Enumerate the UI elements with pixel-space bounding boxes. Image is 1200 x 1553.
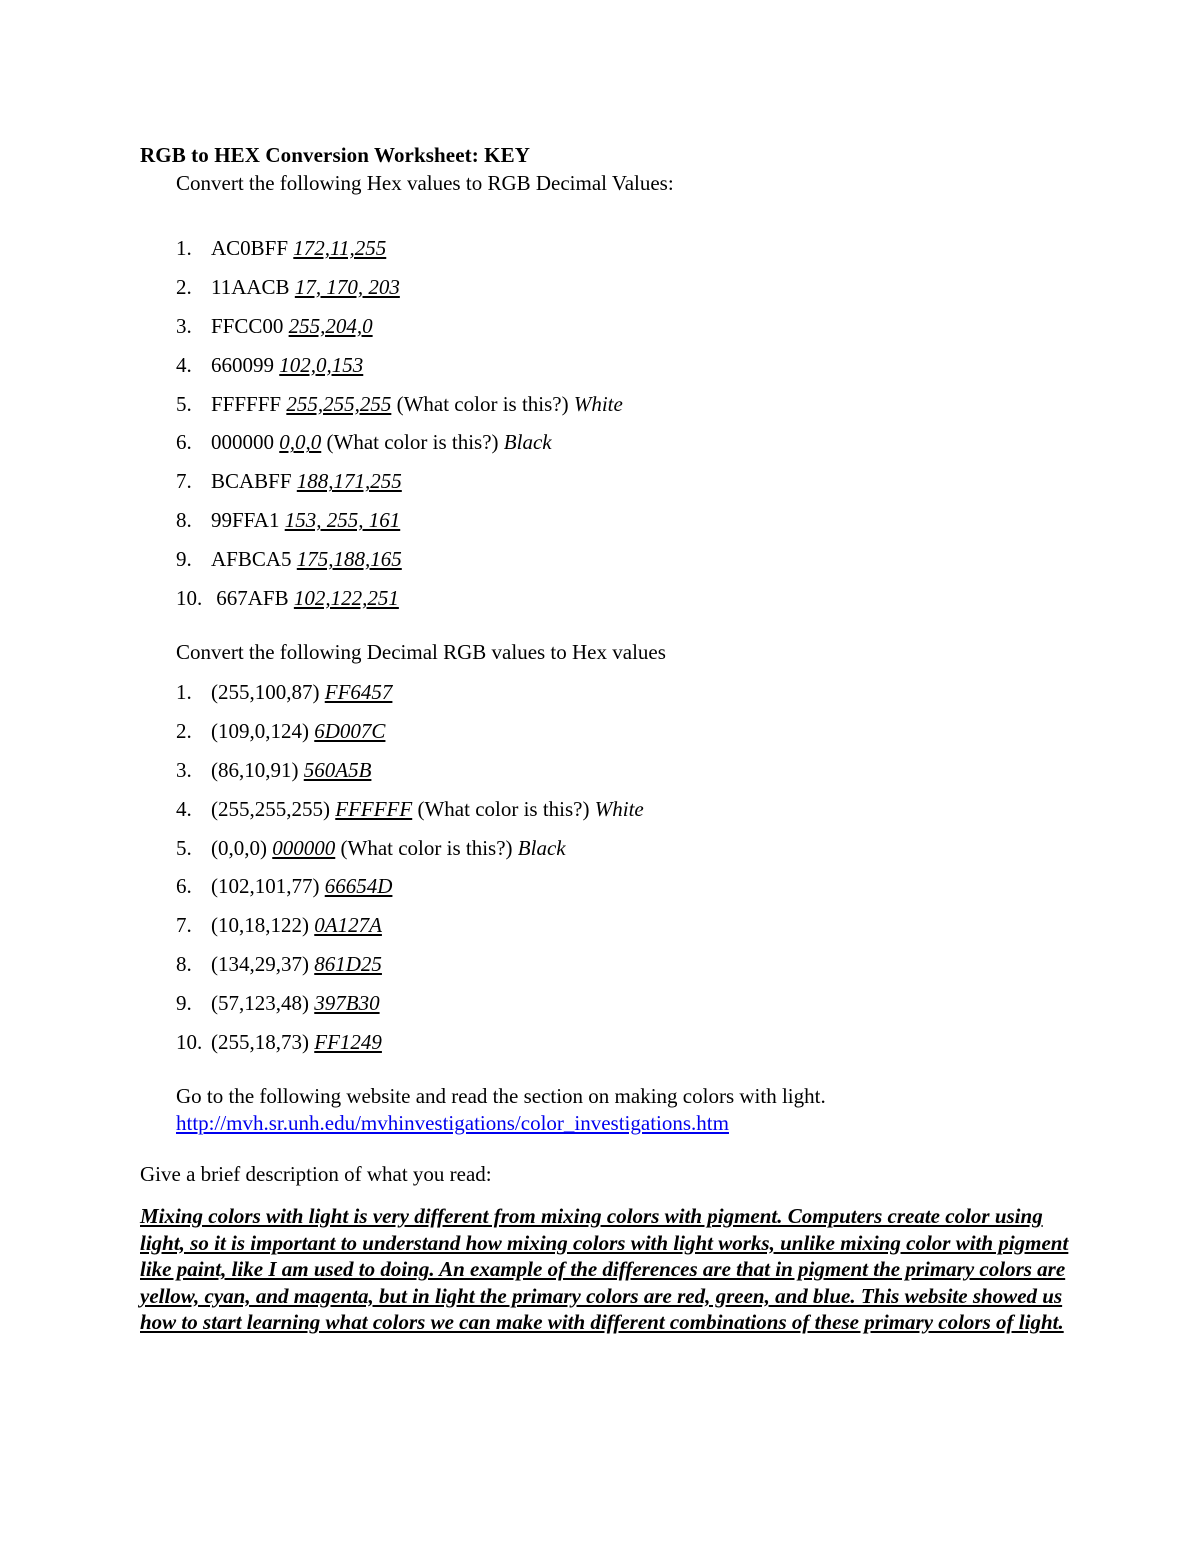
item-number: 9. bbox=[176, 547, 192, 572]
section2-instruction: Convert the following Decimal RGB values to Hex values bbox=[176, 640, 666, 664]
item-question: (255,18,73) bbox=[211, 1030, 315, 1055]
list-item bbox=[176, 392, 623, 431]
list-item bbox=[176, 275, 623, 314]
item-answer: 0,0,0 bbox=[279, 430, 322, 455]
item-question: 99FFA1 bbox=[211, 508, 285, 533]
item-question: (57,123,48) bbox=[211, 991, 315, 1016]
item-answer: FFFFFF bbox=[335, 796, 413, 821]
list-item bbox=[176, 236, 623, 275]
item-number: 5. bbox=[176, 391, 192, 416]
item-extra: (What color is this?) bbox=[412, 796, 595, 821]
list-item bbox=[176, 836, 644, 875]
website-instruction: Go to the following website and read the section on making colors with light. bbox=[176, 1084, 826, 1108]
item-question: 667AFB bbox=[211, 586, 294, 611]
item-answer: FF6457 bbox=[324, 680, 393, 704]
item-question: (0,0,0) bbox=[211, 835, 273, 860]
item-extra-answer: White bbox=[573, 391, 623, 416]
item-number: 6. bbox=[176, 430, 192, 455]
item-answer: 560A5B bbox=[303, 757, 372, 782]
item-number: 8. bbox=[176, 508, 192, 533]
description-label: Give a brief description of what you read: bbox=[140, 1162, 492, 1186]
item-answer: 6D007C bbox=[314, 718, 386, 743]
item-number: 10. bbox=[176, 586, 203, 611]
list-item bbox=[176, 508, 623, 547]
item-number: 7. bbox=[176, 469, 192, 494]
list-item bbox=[176, 991, 644, 1030]
item-answer: 397B30 bbox=[314, 991, 380, 1016]
item-answer: 102,122,251 bbox=[293, 586, 399, 611]
list-item bbox=[176, 353, 623, 392]
item-question: (86,10,91) bbox=[211, 757, 304, 782]
item-answer: 861D25 bbox=[314, 952, 382, 977]
section1-instruction: Convert the following Hex values to RGB Decimal Values: bbox=[176, 171, 674, 195]
item-answer: 255,255,255 bbox=[286, 391, 392, 416]
page-title: RGB to HEX Conversion Worksheet: KEY bbox=[140, 143, 530, 167]
list-item bbox=[176, 314, 623, 353]
item-answer: 66654D bbox=[324, 874, 393, 899]
item-number: 1. bbox=[176, 236, 192, 260]
item-answer: 17, 170, 203 bbox=[294, 274, 400, 299]
website-block bbox=[176, 1083, 826, 1137]
list-item bbox=[176, 1030, 644, 1069]
item-number: 3. bbox=[176, 757, 192, 782]
item-question: (10,18,122) bbox=[211, 913, 315, 938]
item-number: 5. bbox=[176, 835, 192, 860]
description-answer: Mixing colors with light is very different from mixing colors with pigment. Computers create color using light, so it is important to understand how mixing colors with light works, unlike mixing color with pigment like paint, like I am used to doing. An example of the differences are that in pigment the primary colors are yellow, cyan, and magenta, but in light the primary colors are red, green, and blue. This website showed us how to start learning what colors we can make with different combinations of these primary colors of light. bbox=[140, 1204, 1069, 1335]
item-answer: 0A127A bbox=[314, 913, 382, 938]
item-answer: 000000 bbox=[272, 835, 336, 860]
item-answer: 153, 255, 161 bbox=[284, 508, 401, 533]
item-question: AC0BFF bbox=[211, 236, 294, 260]
item-question: (102,101,77) bbox=[211, 874, 325, 899]
item-number: 4. bbox=[176, 796, 192, 821]
item-extra-answer: Black bbox=[517, 835, 566, 860]
list-item bbox=[176, 797, 644, 836]
list-item bbox=[176, 913, 644, 952]
list-item bbox=[176, 430, 623, 469]
item-extra: (What color is this?) bbox=[391, 391, 574, 416]
item-extra-answer: White bbox=[594, 796, 644, 821]
item-question: 11AACB bbox=[211, 274, 295, 299]
list-item bbox=[176, 719, 644, 758]
item-number: 9. bbox=[176, 991, 192, 1016]
item-question: FFCC00 bbox=[211, 313, 289, 338]
item-question: AFBCA5 bbox=[211, 547, 297, 572]
website-link[interactable]: http://mvh.sr.unh.edu/mvhinvestigations/color_investigations.htm bbox=[176, 1111, 729, 1135]
item-extra: (What color is this?) bbox=[335, 835, 518, 860]
item-question: 660099 bbox=[211, 352, 280, 377]
list-item bbox=[176, 874, 644, 913]
list-item bbox=[176, 680, 644, 719]
item-answer: 188,171,255 bbox=[296, 469, 402, 494]
item-number: 6. bbox=[176, 874, 192, 899]
list-item bbox=[176, 952, 644, 991]
item-answer: 255,204,0 bbox=[288, 313, 373, 338]
item-number: 2. bbox=[176, 274, 192, 299]
item-number: 2. bbox=[176, 718, 192, 743]
list-item bbox=[176, 586, 623, 625]
list-item bbox=[176, 469, 623, 508]
item-answer: 175,188,165 bbox=[296, 547, 402, 572]
list-item bbox=[176, 758, 644, 797]
item-number: 7. bbox=[176, 913, 192, 938]
item-number: 1. bbox=[176, 680, 192, 704]
item-number: 4. bbox=[176, 352, 192, 377]
rgb-to-hex-list bbox=[176, 680, 644, 1069]
hex-to-rgb-list bbox=[176, 236, 623, 625]
item-answer: 172,11,255 bbox=[293, 236, 387, 260]
item-question: BCABFF bbox=[211, 469, 297, 494]
item-question: (255,100,87) bbox=[211, 680, 325, 704]
item-question: (255,255,255) bbox=[211, 796, 336, 821]
item-extra: (What color is this?) bbox=[321, 430, 504, 455]
item-number: 8. bbox=[176, 952, 192, 977]
item-extra-answer: Black bbox=[503, 430, 552, 455]
item-question: FFFFFF bbox=[211, 391, 287, 416]
item-number: 10. bbox=[176, 1030, 203, 1055]
item-number: 3. bbox=[176, 313, 192, 338]
item-question: 000000 bbox=[211, 430, 280, 455]
item-question: (109,0,124) bbox=[211, 718, 315, 743]
list-item bbox=[176, 547, 623, 586]
item-answer: FF1249 bbox=[314, 1030, 382, 1055]
item-question: (134,29,37) bbox=[211, 952, 315, 977]
item-answer: 102,0,153 bbox=[279, 352, 364, 377]
